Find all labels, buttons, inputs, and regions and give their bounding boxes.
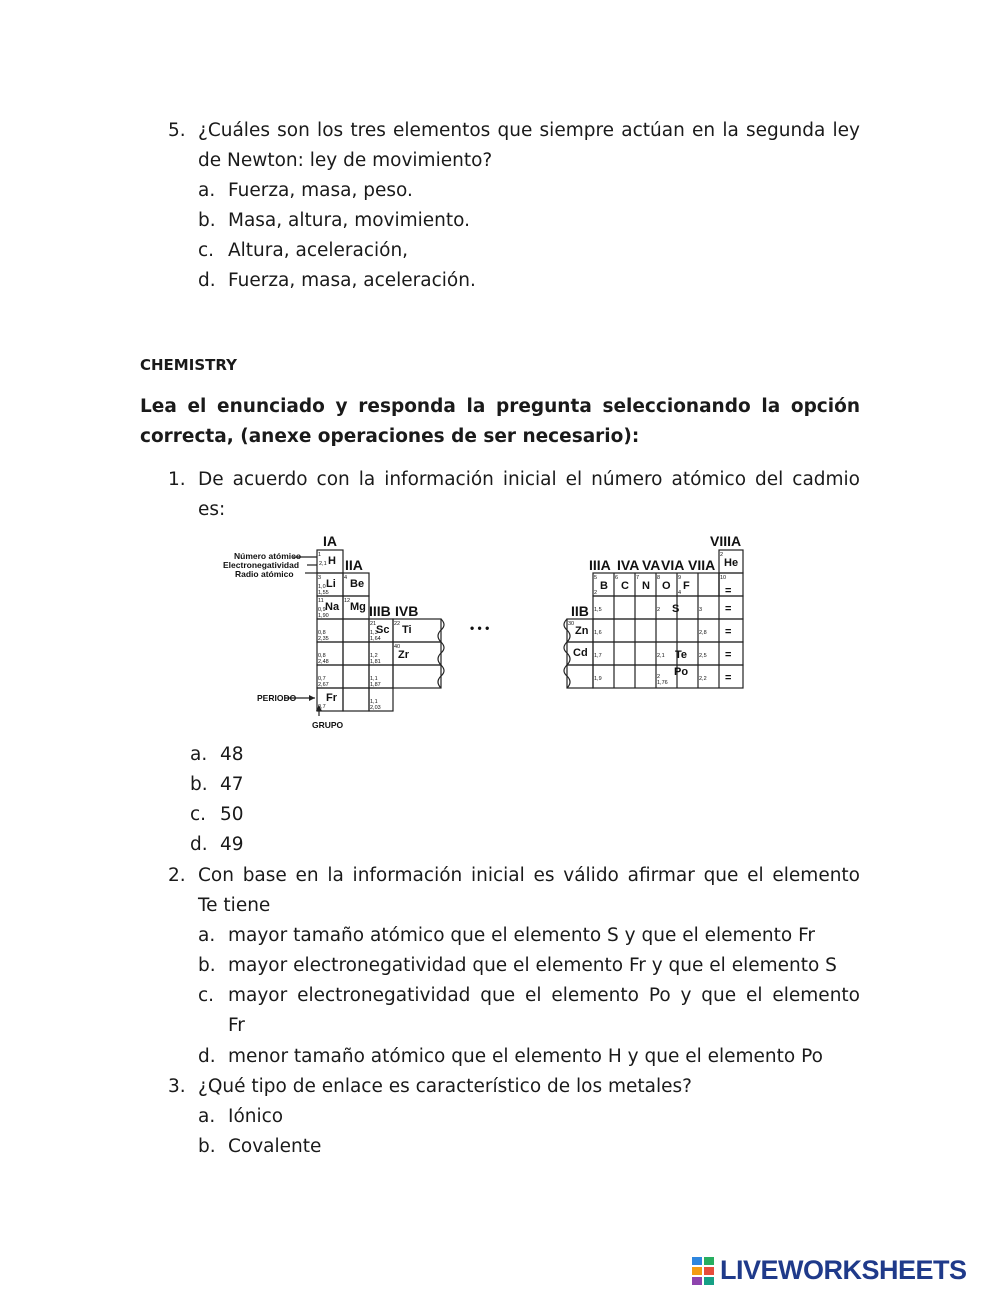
legend-label: GRUPO — [312, 720, 344, 730]
option-letter: b. — [198, 1136, 216, 1157]
option-text[interactable]: Fuerza, masa, peso. — [228, 180, 413, 201]
question-number: 2. — [168, 865, 186, 886]
legend-label: Número atómico — [234, 551, 302, 561]
svg-text:5: 5 — [594, 575, 598, 581]
option-letter: d. — [198, 1046, 216, 1067]
element-symbol: He — [724, 557, 739, 569]
question-text: ¿Qué tipo de enlace es característico de los metales? — [198, 1076, 692, 1097]
option-letter: d. — [198, 270, 216, 291]
svg-text:4: 4 — [344, 575, 348, 581]
group-label: IVA — [617, 557, 640, 573]
periodic-table-figure — [215, 528, 755, 738]
svg-text:0,9: 0,9 — [318, 607, 326, 613]
brand-name: LIVEWORKSHEETS — [720, 1255, 967, 1285]
option-text[interactable]: 48 — [220, 744, 244, 765]
svg-text:2: 2 — [657, 674, 661, 680]
question-text: Con base en la información inicial es válido afirmar que el elemento — [198, 865, 860, 886]
instructions-cont: correcta, (anexe operaciones de ser necesario): — [140, 426, 640, 447]
question-number: 5. — [168, 120, 186, 141]
svg-text:4: 4 — [678, 590, 682, 596]
group-label: IIIB — [369, 603, 391, 619]
svg-text:9: 9 — [678, 575, 682, 581]
periodic-table-svg — [215, 528, 755, 738]
svg-text:0,7: 0,7 — [318, 704, 326, 710]
option-text[interactable]: Iónico — [228, 1106, 284, 1127]
option-letter: a. — [198, 1106, 216, 1127]
svg-text:8: 8 — [657, 575, 661, 581]
element-symbol: Zr — [398, 649, 409, 661]
group-label: IIA — [345, 557, 363, 573]
group-label: VIIA — [688, 557, 716, 573]
option-letter: a. — [198, 925, 216, 946]
svg-text:30: 30 — [568, 621, 575, 627]
option-letter: a. — [190, 744, 208, 765]
element-symbol: H — [328, 555, 336, 567]
question-number: 1. — [168, 469, 186, 490]
option-text[interactable]: mayor electronegatividad que el elemento Fr y que el elemento S — [228, 955, 837, 976]
option-text-cont[interactable]: Fr — [228, 1015, 245, 1036]
option-text[interactable]: menor tamaño atómico que el elemento H y que el elemento Po — [228, 1046, 823, 1067]
question-text: De acuerdo con la información inicial el número atómico del cadmio — [198, 469, 860, 490]
svg-text:3: 3 — [699, 607, 703, 613]
svg-text:2,8: 2,8 — [699, 630, 707, 636]
group-label: IIIA — [589, 557, 611, 573]
svg-text:1,5: 1,5 — [594, 607, 602, 613]
svg-text:=: = — [725, 603, 732, 615]
svg-text:2,35: 2,35 — [318, 636, 329, 642]
group-label: VIIIA — [710, 533, 742, 549]
svg-text:11: 11 — [318, 598, 324, 604]
group-label: VIA — [661, 557, 685, 573]
svg-text:6: 6 — [615, 575, 619, 581]
option-letter: b. — [198, 955, 216, 976]
ellipsis: • • • — [470, 621, 490, 635]
option-text[interactable]: 49 — [220, 834, 244, 855]
element-symbol: Sc — [376, 624, 390, 636]
option-text[interactable]: Masa, altura, movimiento. — [228, 210, 471, 231]
element-symbol: Na — [325, 601, 340, 613]
option-text[interactable]: Altura, aceleración, — [228, 240, 409, 261]
svg-text:1,64: 1,64 — [370, 636, 381, 642]
svg-text:0,8: 0,8 — [318, 630, 326, 636]
element-symbol: O — [662, 580, 671, 592]
legend-label: PERIODO — [257, 693, 297, 703]
question-text-cont: es: — [198, 499, 226, 520]
element-symbol: Mg — [350, 601, 366, 613]
group-label: IA — [323, 533, 337, 549]
svg-text:2: 2 — [594, 590, 598, 596]
svg-text:2: 2 — [657, 607, 661, 613]
option-letter: c. — [198, 985, 215, 1006]
question-text-cont: Te tiene — [198, 895, 271, 916]
group-label: VA — [642, 557, 661, 573]
svg-text:1,3: 1,3 — [370, 630, 378, 636]
element-symbol: Zn — [575, 625, 589, 637]
option-letter: b. — [198, 210, 216, 231]
svg-text:12: 12 — [344, 598, 351, 604]
svg-text:2,1: 2,1 — [657, 653, 665, 659]
question-text: ¿Cuáles son los tres elementos que siempre actúan en la segunda ley — [198, 120, 860, 141]
option-text[interactable]: 47 — [220, 774, 244, 795]
group-label: IIB — [571, 603, 589, 619]
element-symbol: Li — [326, 578, 336, 590]
svg-text:1: 1 — [318, 552, 322, 558]
svg-text:=: = — [725, 626, 732, 638]
option-letter: a. — [198, 180, 216, 201]
element-symbol: Fr — [326, 692, 337, 704]
svg-text:2,5: 2,5 — [699, 653, 707, 659]
option-letter: b. — [190, 774, 208, 795]
liveworksheets-logo-icon — [692, 1257, 716, 1285]
option-text[interactable]: Covalente — [228, 1136, 322, 1157]
element-symbol: F — [683, 580, 690, 592]
question-number: 3. — [168, 1076, 186, 1097]
svg-text:2,2: 2,2 — [699, 676, 707, 682]
question-text-cont: de Newton: ley de movimiento? — [198, 150, 493, 171]
element-symbol: S — [672, 603, 680, 615]
svg-text:1,2: 1,2 — [370, 653, 378, 659]
svg-text:1,1: 1,1 — [370, 676, 378, 682]
svg-text:1,55: 1,55 — [318, 590, 329, 596]
svg-text:0,7: 0,7 — [318, 676, 326, 682]
element-symbol: C — [621, 580, 629, 592]
element-symbol: Cd — [573, 647, 588, 659]
svg-text:1,76: 1,76 — [657, 680, 668, 686]
svg-text:21: 21 — [370, 621, 377, 627]
svg-text:2,03: 2,03 — [370, 705, 381, 711]
svg-text:3: 3 — [318, 575, 322, 581]
svg-text:0,8: 0,8 — [318, 653, 326, 659]
legend-label: Radio atómico — [235, 569, 294, 579]
svg-text:1,87: 1,87 — [370, 682, 381, 688]
element-symbol: Po — [674, 666, 689, 678]
option-text[interactable]: Fuerza, masa, aceleración. — [228, 270, 476, 291]
element-symbol: Te — [675, 649, 688, 661]
svg-text:10: 10 — [720, 575, 727, 581]
svg-text:1,6: 1,6 — [594, 630, 602, 636]
option-text[interactable]: mayor electronegatividad que el elemento Po y que el elemento — [228, 985, 860, 1006]
element-symbol: N — [642, 580, 650, 592]
element-symbol: B — [600, 580, 608, 592]
svg-text:2,67: 2,67 — [318, 682, 329, 688]
svg-text:2,1: 2,1 — [319, 561, 327, 567]
svg-text:=: = — [725, 585, 732, 597]
option-letter: c. — [190, 804, 207, 825]
element-symbol: Be — [350, 578, 365, 590]
option-letter: d. — [190, 834, 208, 855]
svg-text:40: 40 — [394, 644, 401, 650]
group-label: IVB — [395, 603, 419, 619]
svg-text:=: = — [725, 672, 732, 684]
legend-label: Electronegatividad — [223, 560, 300, 570]
svg-text:1,81: 1,81 — [370, 659, 381, 665]
svg-text:1,9: 1,9 — [594, 676, 602, 682]
element-symbol: Ti — [402, 624, 412, 636]
svg-text:1,0: 1,0 — [318, 584, 326, 590]
svg-text:2,48: 2,48 — [318, 659, 329, 665]
option-text[interactable]: mayor tamaño atómico que el elemento S y que el elemento Fr — [228, 925, 816, 946]
option-text[interactable]: 50 — [220, 804, 244, 825]
option-letter: c. — [198, 240, 215, 261]
svg-text:1,90: 1,90 — [318, 613, 329, 619]
svg-text:22: 22 — [394, 621, 401, 627]
svg-text:1,1: 1,1 — [370, 699, 378, 705]
instructions: Lea el enunciado y responda la pregunta seleccionando la opción — [140, 396, 860, 417]
svg-text:2: 2 — [720, 552, 724, 558]
liveworksheets-logo[interactable] — [692, 1254, 992, 1286]
svg-text:=: = — [725, 649, 732, 661]
section-heading: CHEMISTRY — [140, 356, 237, 374]
svg-text:1,7: 1,7 — [594, 653, 602, 659]
svg-text:7: 7 — [636, 575, 640, 581]
